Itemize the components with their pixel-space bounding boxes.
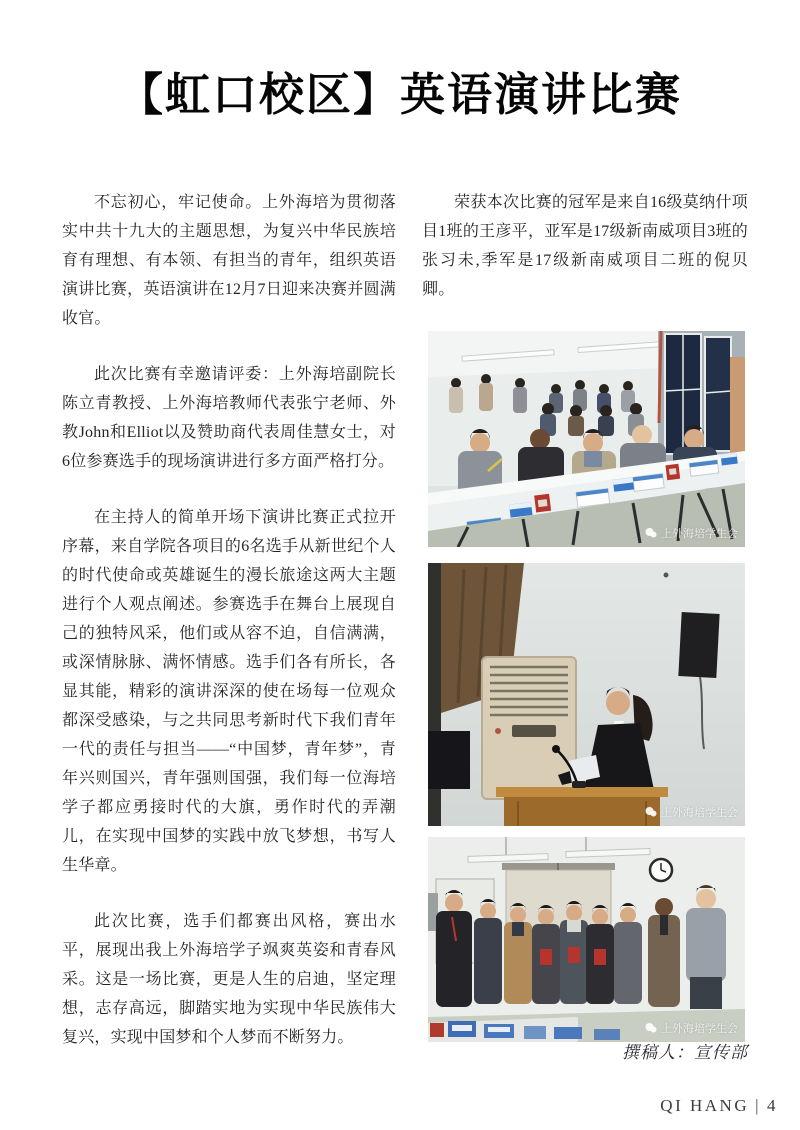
footer-separator: | xyxy=(755,1096,761,1115)
student-union-logo-icon xyxy=(645,1022,657,1034)
page-footer xyxy=(660,1096,778,1116)
photo-speaker-podium xyxy=(428,563,745,826)
photo-watermark-label: 上外海培学生会 xyxy=(661,1023,738,1035)
photo-judges-panel-image xyxy=(428,331,745,547)
body-paragraph: 不忘初心，牢记使命。上外海培为贯彻落实中共十九大的主题思想，为复兴中华民族培育有理想、有本领、有担当的青年，组织英语演讲比赛，英语演讲在12月7日迎来决赛并圆满收官。 xyxy=(62,194,396,327)
body-paragraph: 荣获本次比赛的冠军是来自16级莫纳什项目1班的王彦平，亚军是17级新南威项目3班的张习未,季军是17级新南威项目二班的倪贝卿。 xyxy=(422,194,748,298)
photo-judges-panel xyxy=(428,331,745,547)
byline: 撰稿人：宣传部 xyxy=(622,1043,748,1062)
page-title: 【虹口校区】英语演讲比赛 xyxy=(117,68,682,121)
article-column-right xyxy=(422,188,748,1042)
body-paragraph: 此次比赛，选手们都赛出风格，赛出水平，展现出我上外海培学子飒爽英姿和青春风采。这是一场比赛，更是人生的启迪，坚定理想，志存高远，脚踏实地为实现中华民族伟大复兴，实现中国梦和个人梦而不断努力。 xyxy=(62,913,396,1046)
photo-group-winners xyxy=(428,837,745,1042)
photo-watermark-label: 上外海培学生会 xyxy=(661,807,738,819)
photo-watermark-label: 上外海培学生会 xyxy=(661,528,738,540)
photo-watermark xyxy=(645,804,738,820)
body-paragraph: 此次比赛有幸邀请评委：上外海培副院长陈立青教授、上外海培教师代表张宁老师、外教John和Elliot以及赞助商代表周佳慧女士，对6位参赛选手的现场演讲进行多方面严格打分。 xyxy=(62,366,396,470)
photo-watermark xyxy=(645,525,738,541)
body-paragraph: 在主持人的简单开场下演讲比赛正式拉开序幕，来自学院各项目的6名选手从新世纪个人的时代使命或英雄诞生的漫长旅途这两大主题进行个人观点阐述。参赛选手在舞台上展现自己的独特风采，他们或从容不迫，自信满满，或深情脉脉、满怀情感。选手们各有所长，各显其能，精彩的演讲深深的使在场每一位观众都深受感染，与之共同思考新时代下我们青年一代的责任与担当——“中国梦，青年梦”，青年兴则国兴，青年强则国强，我们每一位海培学子都应勇接时代的大旗，勇作时代的弄潮儿，在实现中国梦的实践中放飞梦想，书写人生华章。 xyxy=(62,509,396,874)
student-union-logo-icon xyxy=(645,806,657,818)
photo-watermark xyxy=(645,1020,738,1036)
footer-journal-name: QI HANG xyxy=(660,1096,750,1115)
footer-page-number: 4 xyxy=(767,1096,778,1115)
photo-group-winners-image xyxy=(428,837,745,1042)
student-union-logo-icon xyxy=(645,527,657,539)
article-column-left xyxy=(62,188,396,1079)
photo-speaker-podium-image xyxy=(428,563,745,826)
article-body xyxy=(62,188,748,1079)
